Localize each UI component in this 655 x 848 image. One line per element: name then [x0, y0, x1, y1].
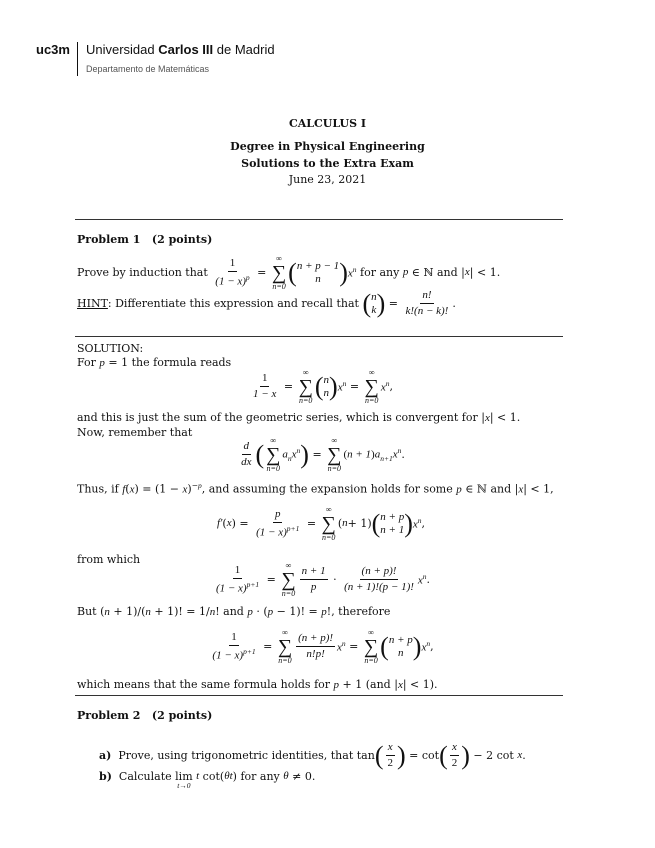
divider	[75, 695, 563, 696]
degree-title: Degree in Physical Engineering	[230, 140, 425, 153]
document-subtitle: Solutions to the Extra Exam	[241, 157, 414, 170]
exam-date: June 23, 2021	[288, 173, 367, 186]
solution-line: For p = 1 the formula reads	[77, 356, 232, 369]
problem2-part-a: a) Prove, using trigonometric identities, that tan ( $\frac{x}{2}$ ) = cot ( $\frac{x}{2}$ ) − 2 cot x .	[99, 740, 526, 770]
solution-line: Thus, if $f(x) = (1 - x)^{-p}$, and assuming the expansion holds for some p ∈ ℕ and |x| < 1,	[77, 481, 554, 496]
solution-line: Now, remember that	[77, 426, 193, 439]
equation: $\frac{1}{(1 - x)^{p+1}}$ = ∞ ∑ n=0 $\frac{n + 1}{p}$ · $\frac{(n + p)!}{(n + 1)!(p - 1)!}$ $x^n$ .	[215, 561, 431, 598]
logo-mark: uc3m	[36, 42, 70, 57]
problem1-hint: HINT : Differentiate this expression and recall that ( n k ) = $\frac{n!}{k!(n - k)!}$ .	[77, 288, 456, 318]
solution-line: from which	[77, 553, 141, 566]
department-name: Departamento de Matemáticas	[85, 63, 210, 74]
equation: $\frac{d}{dx}$ ( ∞ ∑ n=0 $a_nx^n$ ) = ∞ ∑ n=0 $(n + 1)a_{n+1}x^n$ .	[241, 436, 405, 473]
logo-divider	[77, 42, 78, 76]
solution-line: which means that the same formula holds for p + 1 (and |x| < 1).	[77, 678, 438, 691]
problem2-part-b: b) Calculate lim t→0 t cot( θt ) for any θ ≠ 0.	[99, 770, 316, 791]
solution-line: and this is just the sum of the geometric series, which is convergent for |x| < 1.	[77, 411, 521, 424]
solution-label: SOLUTION:	[77, 342, 144, 355]
problem2-heading: Problem 2 (2 points)	[77, 709, 213, 722]
divider	[75, 219, 563, 220]
course-title: CALCULUS I	[288, 117, 367, 130]
problem1-statement: Prove by induction that $\frac{1}{(1 - x)^p}$ = ∞ ∑ n=0 ( n + p − 1 n ) $x^n$ for any p ∈ ℕ and | x | < 1.	[77, 254, 501, 291]
university-logo	[36, 42, 275, 76]
hint-label: HINT	[77, 297, 108, 311]
divider	[75, 336, 563, 337]
solution-line: But (n + 1)/(n + 1)! = 1/n! and p · (p − 1)! = p!, therefore	[77, 605, 391, 618]
university-name: Universidad Carlos III de Madrid	[85, 42, 275, 57]
equation: f′ ( x ) = $\frac{p}{(1 - x)^{p+1}}$ = ∞ ∑ n=0 ( n + 1) ( n + p n + 1 ) $x^n$ ,	[216, 505, 426, 542]
equation: $\frac{1}{1 - x}$ = ∞ ∑ n=0 ( n n ) $x^n$ = ∞ ∑ n=0 $x^n$ ,	[253, 368, 393, 405]
problem1-heading: Problem 1 (2 points)	[77, 233, 213, 246]
equation: $\frac{1}{(1 - x)^{p+1}}$ = ∞ ∑ n=0 $\frac{(n + p)!}{n!p!}$ $x^n$ = ∞ ∑ n=0 ( n + p n ) $x^n$ ,	[212, 628, 434, 665]
